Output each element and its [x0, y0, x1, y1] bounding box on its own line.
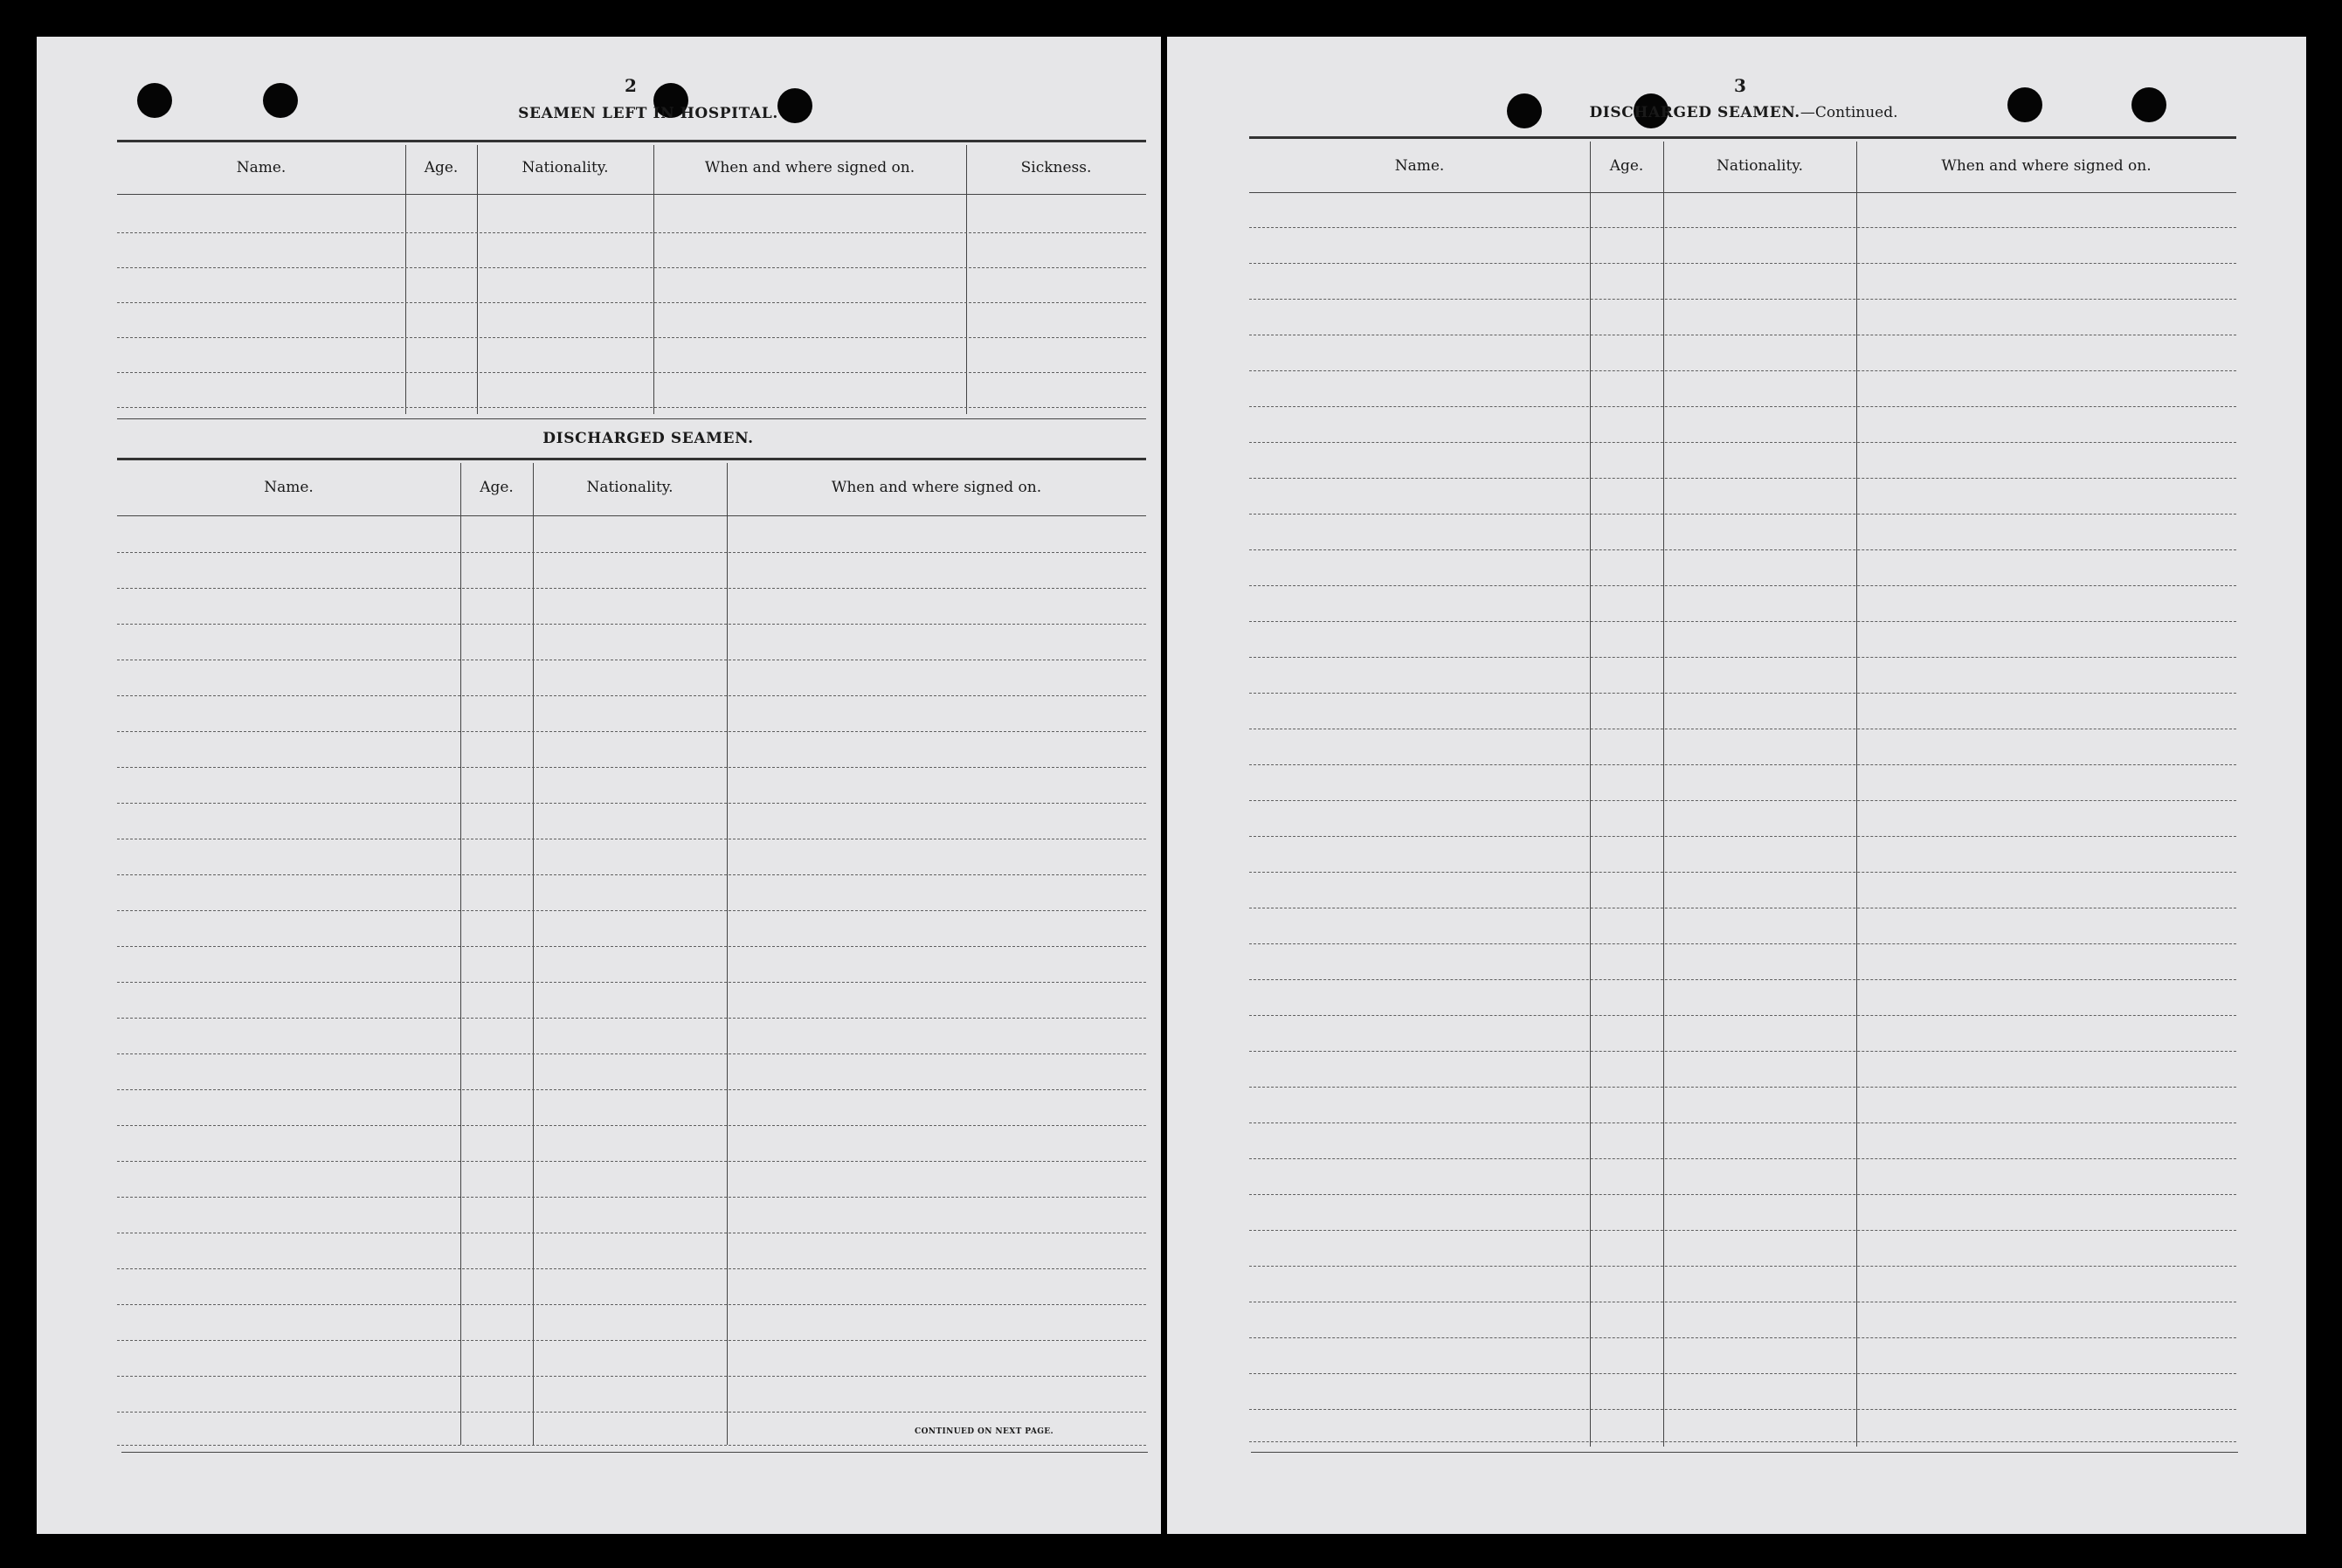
column-header-when-where: When and where signed on.	[831, 479, 1042, 496]
rule	[1249, 136, 2236, 139]
discharged-section-title: DISCHARGED SEAMEN.	[542, 430, 754, 447]
column-header-nationality: Nationality.	[522, 159, 609, 176]
page-number: 3	[1734, 75, 1746, 96]
column-header-when-where: When and where signed on.	[704, 159, 915, 176]
punch-hole	[2131, 87, 2166, 122]
column-header-sickness: Sickness.	[1020, 159, 1092, 176]
hospital-rows	[117, 194, 1146, 421]
column-header-when-where: When and where signed on.	[1941, 157, 2152, 175]
section-title-suffix: —Continued.	[1800, 104, 1898, 121]
rule	[117, 140, 1146, 142]
column-header-age: Age.	[1609, 157, 1644, 175]
discharged-continued-title	[1464, 104, 2023, 121]
section-title-text: DISCHARGED SEAMEN.	[1589, 104, 1800, 121]
rule	[117, 458, 1146, 460]
column-header-age: Age.	[480, 479, 514, 496]
discharged-continued-rows	[1249, 192, 2236, 1450]
rule	[121, 1452, 1148, 1453]
rule	[117, 418, 1146, 419]
column-header-name: Name.	[236, 159, 287, 176]
right-page	[1167, 37, 2306, 1534]
hospital-section-title: SEAMEN LEFT IN HOSPITAL.	[518, 105, 778, 122]
punch-hole	[263, 83, 298, 118]
left-page	[37, 37, 1161, 1534]
column-header-name: Name.	[1394, 157, 1445, 175]
punch-hole	[137, 83, 172, 118]
page-number: 2	[625, 75, 637, 96]
discharged-rows	[117, 515, 1146, 1450]
column-header-age: Age.	[424, 159, 459, 176]
column-header-nationality: Nationality.	[1716, 157, 1804, 175]
column-header-name: Name.	[264, 479, 314, 496]
rule	[1251, 1452, 2238, 1453]
column-header-nationality: Nationality.	[586, 479, 674, 496]
continued-note: CONTINUED ON NEXT PAGE.	[915, 1427, 1054, 1436]
